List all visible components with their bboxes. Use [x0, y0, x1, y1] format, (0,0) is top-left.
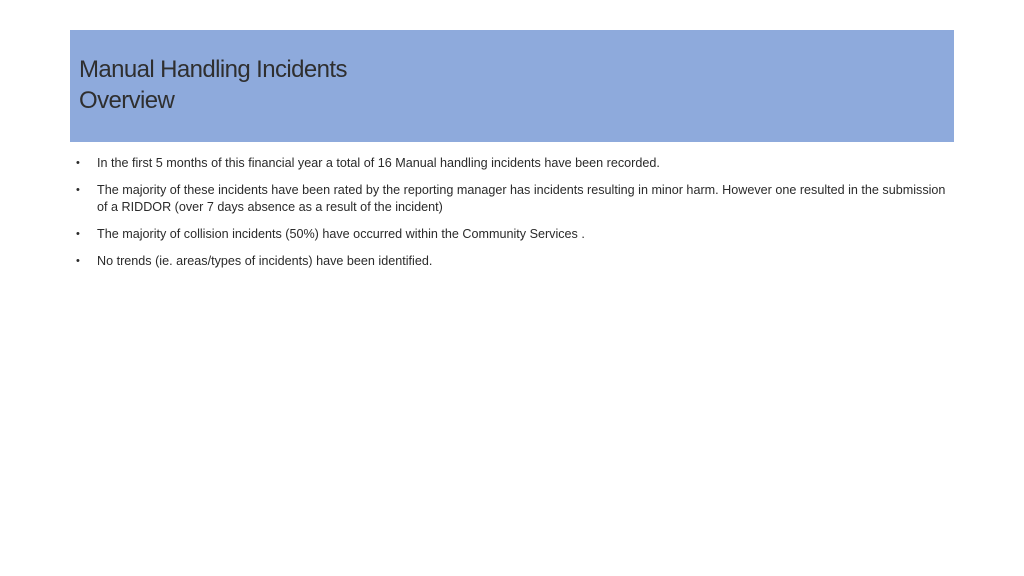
- bullet-icon: •: [76, 227, 80, 240]
- title-band: [70, 30, 954, 142]
- slide-subtitle: Overview: [79, 87, 175, 114]
- bullet-item: [76, 226, 946, 243]
- bullet-list: [76, 155, 946, 280]
- bullet-item: [76, 155, 946, 172]
- bullet-icon: •: [76, 184, 80, 196]
- bullet-item: [76, 182, 946, 215]
- bullet-text: The majority of collision incidents (50%) have occurred within the Community Services .: [97, 226, 585, 241]
- bullet-text: The majority of these incidents have been rated by the reporting manager has incidents resulting in minor harm. However one resulted in the submission of a RIDDOR (over 7 days absence as a result of the incident): [97, 183, 946, 214]
- bullet-text: In the first 5 months of this financial year a total of 16 Manual handling incidents have been recorded.: [97, 156, 660, 170]
- bullet-text: No trends (ie. areas/types of incidents) have been identified.: [97, 253, 433, 268]
- bullet-icon: •: [76, 157, 80, 169]
- bullet-icon: •: [76, 254, 80, 267]
- slide-title: Manual Handling Incidents: [79, 56, 347, 83]
- bullet-item: [76, 253, 946, 270]
